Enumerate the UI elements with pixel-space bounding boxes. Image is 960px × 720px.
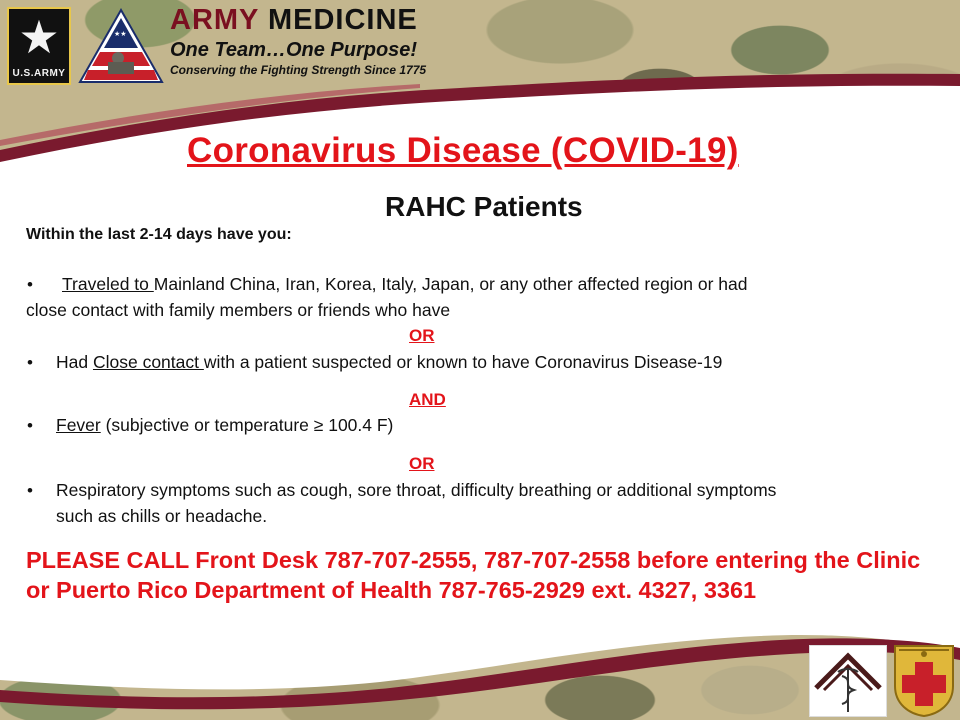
- item-travel-line1: [62, 274, 748, 295]
- bullet-2: •: [27, 353, 33, 372]
- item-fever: [56, 415, 393, 436]
- conjunction-or-2: OR: [409, 454, 435, 473]
- item-fever-rest: (subjective or temperature ≥ 100.4 F): [100, 415, 394, 435]
- conjunction-and: AND: [409, 390, 446, 409]
- svg-text:★★: ★★: [114, 30, 127, 38]
- unit-crest-logo: [891, 640, 957, 718]
- bullet-3: •: [27, 416, 33, 435]
- bullet-1: •: [27, 275, 33, 294]
- item-fever-underlined: Fever: [56, 415, 101, 435]
- item-contact-underlined: Close contact: [92, 352, 204, 372]
- army-logo-text: U.S.ARMY: [12, 68, 66, 79]
- us-army-logo: [7, 7, 71, 85]
- item-respiratory-line1: Respiratory symptoms such as cough, sore throat, difficulty breathing or additional symptoms: [56, 480, 777, 500]
- star-icon: ★: [18, 10, 60, 64]
- item-contact-prefix: Had: [56, 352, 93, 372]
- clinic-caduceus-logo: [809, 645, 887, 717]
- item-contact: [56, 352, 722, 373]
- page-title: Coronavirus Disease (COVID-19): [187, 131, 739, 170]
- screening-question: Within the last 2-14 days have you:: [26, 226, 292, 243]
- header-slogan: One Team…One Purpose!: [170, 39, 418, 61]
- call-to-action: PLEASE CALL Front Desk 787-707-2555, 787-707-2558 before entering the Clinic or Puerto Rico Department of Health 787-765-2929 ext. 4327, 3361: [26, 547, 921, 603]
- header-title: [170, 4, 418, 37]
- item-travel-rest: Mainland China, Iran, Korea, Italy, Japan, or any other affected region or had: [153, 274, 748, 294]
- item-respiratory-line2: such as chills or headache.: [56, 506, 268, 526]
- header-title-medicine: MEDICINE: [267, 4, 418, 36]
- item-travel-line2: close contact with family members or friends who have: [26, 300, 451, 320]
- conjunction-or-1: OR: [409, 326, 435, 345]
- army-medicine-emblem: [78, 8, 164, 86]
- item-travel-underlined: Traveled to: [62, 274, 154, 294]
- bullet-4: •: [27, 481, 33, 500]
- header-title-army: ARMY: [170, 4, 259, 36]
- item-contact-rest: with a patient suspected or known to have Coronavirus Disease-19: [203, 352, 723, 372]
- header-tagline: Conserving the Fighting Strength Since 1775: [170, 63, 427, 77]
- page-subtitle: RAHC Patients: [385, 191, 583, 222]
